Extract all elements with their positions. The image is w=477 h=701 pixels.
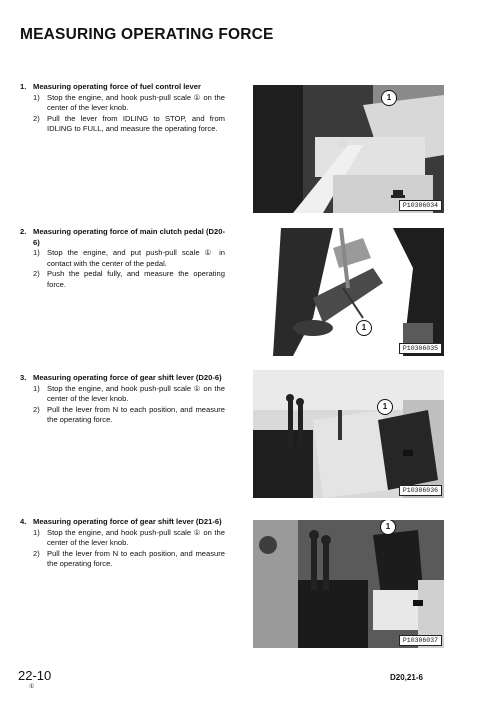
section-main-clutch-pedal xyxy=(20,227,225,291)
step-text: Stop the engine, and put push-pull scale ① in contact with the center of the pedal. xyxy=(47,248,225,268)
step-number: 1) xyxy=(33,92,40,102)
figure-photo-fuel-lever xyxy=(253,85,444,213)
step-number: 2) xyxy=(33,269,40,279)
photo-image xyxy=(253,85,444,213)
section-number: 2. xyxy=(20,227,27,236)
step-number: 2) xyxy=(33,404,40,414)
step-item xyxy=(33,384,225,405)
section-gear-shift-d20 xyxy=(20,373,225,426)
step-text: Pull the lever from N to each position, and measure the operating force. xyxy=(47,404,225,425)
step-item xyxy=(33,528,225,549)
photo-image xyxy=(253,370,444,498)
page-title: MEASURING OPERATING FORCE xyxy=(20,26,274,43)
step-text: Pull the lever from IDLING to STOP, and from IDLING to FULL, and measure the operating force. xyxy=(47,113,225,134)
section-number: 1. xyxy=(20,82,27,91)
section-title: Measuring operating force of gear shift lever (D21-6) xyxy=(33,517,222,526)
photo-image xyxy=(253,228,444,356)
page-revision-mark: ① xyxy=(29,684,35,690)
step-number: 2) xyxy=(33,548,40,558)
figure-photo-clutch-pedal xyxy=(253,228,444,356)
callout-marker: 1 xyxy=(377,399,393,415)
step-text: Pull the lever from N to each position, and measure the operating force. xyxy=(47,548,225,569)
section-gear-shift-d21 xyxy=(20,517,225,570)
callout-marker: 1 xyxy=(380,520,396,535)
step-item xyxy=(33,248,225,269)
callout-marker: 1 xyxy=(381,90,397,106)
callout-marker: 1 xyxy=(356,320,372,336)
photo-image xyxy=(253,520,444,648)
figure-id: P10306037 xyxy=(399,635,442,646)
step-number: 1) xyxy=(33,527,40,537)
section-title: Measuring operating force of gear shift lever (D20-6) xyxy=(33,373,222,382)
step-item xyxy=(33,114,225,135)
model-code: D20,21-6 xyxy=(390,673,423,682)
step-number: 1) xyxy=(33,383,40,393)
step-text: Push the pedal fully, and measure the operating force. xyxy=(47,269,225,289)
step-item xyxy=(33,549,225,570)
section-fuel-control-lever xyxy=(20,82,225,135)
figure-id: P10306034 xyxy=(399,200,442,211)
section-number: 4. xyxy=(20,517,27,526)
page-number: 22-10 xyxy=(18,668,52,683)
figure-photo-gear-shift-d20 xyxy=(253,370,444,498)
step-number: 2) xyxy=(33,113,40,123)
step-item xyxy=(33,93,225,114)
step-text: Stop the engine, and hook push-pull scale ① on the center of the lever knob. xyxy=(47,383,225,404)
section-title: Measuring operating force of main clutch pedal (D20-6) xyxy=(33,227,225,247)
figure-id: P10306036 xyxy=(399,485,442,496)
section-number: 3. xyxy=(20,373,27,382)
step-item xyxy=(33,269,225,290)
step-number: 1) xyxy=(33,248,40,258)
step-text: Stop the engine, and hook push-pull scale ① on the center of the lever knob. xyxy=(47,92,225,113)
section-title: Measuring operating force of fuel control lever xyxy=(33,82,201,91)
figure-photo-gear-shift-d21 xyxy=(253,520,444,648)
step-text: Stop the engine, and hook push-pull scale ① on the center of the lever knob. xyxy=(47,527,225,548)
step-item xyxy=(33,405,225,426)
figure-id: P10306035 xyxy=(399,343,442,354)
